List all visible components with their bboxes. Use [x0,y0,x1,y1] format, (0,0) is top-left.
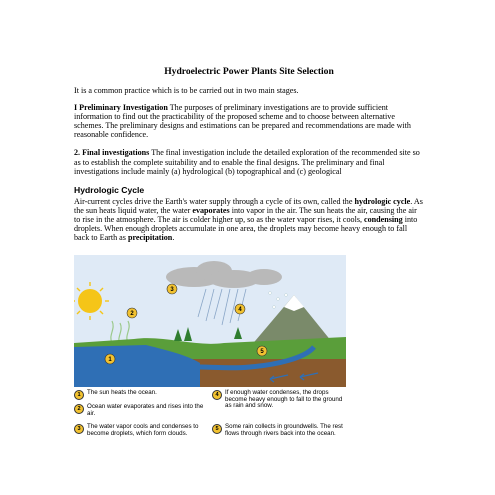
step-badge-3 [167,284,177,294]
caption-text-2: Ocean water evaporates and rises into the air. [87,403,204,417]
intro-paragraph: It is a common practice which is to be carried out in two main stages. [74,86,299,95]
svg-text:1: 1 [108,357,112,363]
hydro-text-2: . As the sun heats liquid water, the water [74,196,423,215]
final-text: The final investigation include the detailed exploration of the recommended site so as to establish the complete suitability and to enable the final designs. The preliminary and final investigations include mainly (a) hydrological (b) topographical and (c) geological [74,148,420,176]
preliminary-heading: I Preliminary Investigation [74,103,168,113]
step-badge-4 [235,304,245,314]
hydro-bold-1: hydrologic cycle [354,196,411,206]
hydro-text-5: . [172,233,175,243]
hydrologic-heading: Hydrologic Cycle [74,184,145,195]
step-badge-2 [127,308,137,318]
svg-text:5: 5 [260,349,264,355]
preliminary-section [74,103,424,139]
caption-number-1: 1 [74,390,84,400]
svg-text:2: 2 [130,311,134,317]
svg-text:4: 4 [238,307,242,313]
caption-text-5: Some rain collects in groundwells. The rest flows through rivers back into the ocean. [225,423,343,437]
step-badge-5 [257,346,267,356]
hydro-text-3: into vapor in the air. The sun heats the air, causing the air to rise in the atmosphere. The air is colder higher up, so as the water vapor rises, it cools, [74,205,417,224]
caption-number-5: 5 [212,424,222,434]
caption-5 [212,424,344,437]
caption-text-4: If enough water condenses, the drops become heavy enough to fall to the ground as rain and snow. [225,389,343,410]
caption-1 [74,390,206,400]
water-cycle-figure [74,255,346,470]
document-title: Hydroelectric Power Plants Site Selection [164,66,334,77]
caption-number-2: 2 [74,404,84,414]
caption-2 [74,404,206,417]
hydro-text-1: Air-current cycles drive the Earth's water supply through a cycle of its own, called the [74,196,355,206]
document-page [74,66,424,242]
svg-text:3: 3 [170,287,174,293]
hydrologic-paragraph [74,197,424,242]
caption-text-3: The water vapor cools and condenses to become droplets, which form clouds. [87,423,199,437]
caption-number-4: 4 [212,390,222,400]
diagram-captions [74,390,346,460]
hydro-bold-2: evaporates [192,205,230,215]
hydro-bold-4: precipitation [127,233,173,243]
caption-3 [74,424,206,437]
final-section [74,148,424,175]
hydro-text-4: into droplets. When enough droplets accumulate in one area, the droplets may become heavy enough to fall back to Earth as [74,214,418,243]
hydro-bold-3: condensing [364,214,403,224]
caption-4 [212,390,344,410]
water-cycle-diagram [74,255,346,387]
preliminary-text: The purposes of preliminary investigations are to provide sufficient information to find out the practicability of the proposed scheme and to choose between alternative schemes. The preliminary designs and estimations can be prepared and recommendations are made with reasonable confidence. [74,103,411,140]
caption-text-1: The sun heats the ocean. [87,389,157,396]
caption-number-3: 3 [74,424,84,434]
step-badge-1 [105,354,115,364]
final-heading: 2. Final investigations [74,148,150,158]
